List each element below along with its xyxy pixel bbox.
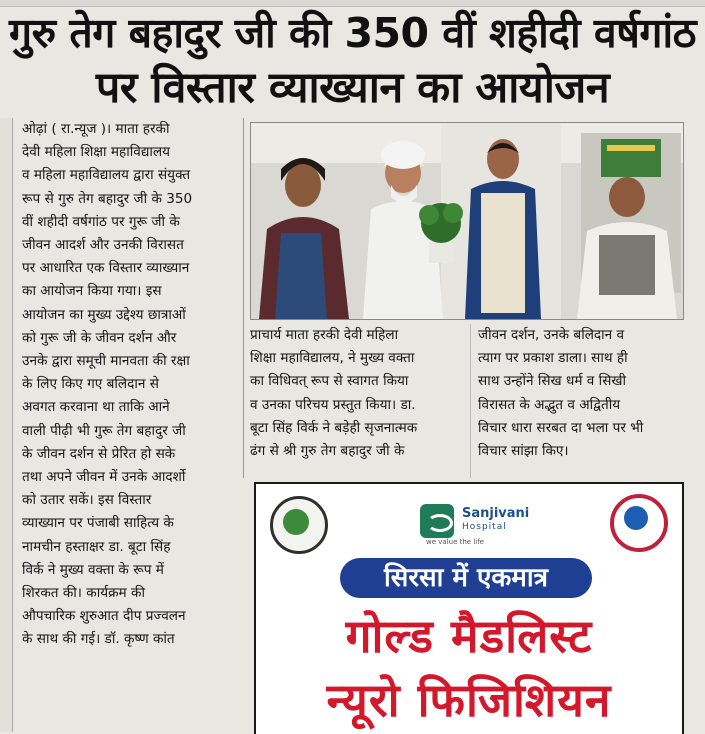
article-line: को उतार सकें। इस विस्तार <box>22 492 152 509</box>
brand-name: Sanjivani <box>462 506 530 521</box>
article-line: को गुरू जी के जीवन दर्शन और <box>22 329 177 346</box>
article-column-3 <box>478 324 686 463</box>
seal-logo-icon <box>270 496 328 554</box>
brand-subtitle: Hospital <box>462 522 507 532</box>
brand-tagline: we value the life <box>426 538 484 546</box>
article-line: देवी महिला शिक्षा महाविद्यालय <box>22 144 171 161</box>
article-line: उनके द्वारा समूची मानवता की रक्षा <box>22 353 190 370</box>
article-line: पर आधारित एक विस्तार व्याख्यान <box>22 260 190 277</box>
article-line: बूटा सिंह विर्क ने बड़ेही सृजनात्मक <box>250 419 418 436</box>
article-line: शिरकत की। कार्यक्रम की <box>22 585 145 602</box>
article-line: विरासत के अद्भुत व अद्वितीय <box>478 396 621 413</box>
article-line: के साथ की गई। डॉ. कृष्ण कांत <box>22 631 175 648</box>
article-line: ओढ़ां ( रा.न्यूज )। माता हरकी <box>22 121 170 137</box>
hospital-advertisement <box>254 482 684 734</box>
article-line: रूप से गुरु तेग बहादुर जी के 350 <box>22 190 193 207</box>
event-photo <box>250 122 684 320</box>
article-line: अवगत करवाना था ताकि आने <box>22 399 170 416</box>
event-photo-illustration <box>251 123 683 319</box>
article-line: व उनका परिचय प्रस्तुत किया। डा. <box>250 396 416 413</box>
article-line: विचार धारा सरबत दा भला पर भी <box>478 419 644 436</box>
article-line: वाली पीढ़ी भी गुरू तेग बहादुर जी <box>22 422 186 439</box>
column-rule-2 <box>470 324 471 478</box>
ad-headline-1: गोल्ड मैडलिस्ट <box>345 609 593 663</box>
article-column-2 <box>250 324 460 463</box>
article-line: व्याख्यान पर पंजाबी साहित्य के <box>22 515 174 532</box>
article-column-1 <box>22 118 232 652</box>
column-rule <box>243 118 244 478</box>
article-line: प्राचार्य माता हरकी देवी महिला <box>250 327 399 343</box>
article-line: ढंग से श्री गुरु तेग बहादुर जी के <box>250 443 405 460</box>
article-line: वीं शहीदी वर्षगांठ पर गुरू जी के <box>22 213 180 230</box>
article-line: तथा अपने जीवन में उनके आदर्शो <box>22 469 186 486</box>
article-line: के लिए किए गए बलिदान से <box>22 376 159 393</box>
article-line: का आयोजन किया गया। इस <box>22 283 162 300</box>
article-line: विचार सांझा किए। <box>478 443 569 460</box>
hospital-logo-icon <box>420 504 454 538</box>
article-line: साथ उन्होंने सिख धर्म व सिखी <box>478 373 627 390</box>
ad-pill-banner: सिरसा में एकमात्र <box>340 558 592 598</box>
article-line: औपचारिक शुरुआत दीप प्रज्वलन <box>22 608 186 625</box>
association-logo-icon <box>610 494 668 552</box>
article-line: शिक्षा महाविद्यालय, ने मुख्य वक्ता <box>250 350 415 367</box>
article-line: त्याग पर प्रकाश डाला। साथ ही <box>478 350 628 367</box>
article-line: व महिला महाविद्यालय द्वारा संयुक्त <box>22 167 191 184</box>
ad-headline-2: न्यूरो फिजिशियन <box>326 673 612 727</box>
article-line: आयोजन का मुख्य उद्देश्य छात्राओं <box>22 306 186 323</box>
article-line: का विधिवत् रूप से स्वागत किया <box>250 373 409 390</box>
adjacent-article-strip <box>0 118 13 732</box>
headline-line-1: गुरु तेग बहादुर जी की 350 वीं शहीदी वर्षगांठ <box>9 9 696 57</box>
headline-line-2: पर विस्तार व्याख्यान का आयोजन <box>95 63 610 113</box>
article-line: नामचीन हस्ताक्षर डा. बूटा सिंह <box>22 538 171 555</box>
article-line: जीवन आदर्श और उनकी विरासत <box>22 237 184 254</box>
article-line: जीवन दर्शन, उनके बलिदान व <box>478 327 625 343</box>
article-line: के जीवन दर्शन से प्रेरित हो सके <box>22 445 176 462</box>
article-line: विर्क ने मुख्य वक्ता के रूप में <box>22 561 164 578</box>
hospital-brand <box>420 504 540 548</box>
